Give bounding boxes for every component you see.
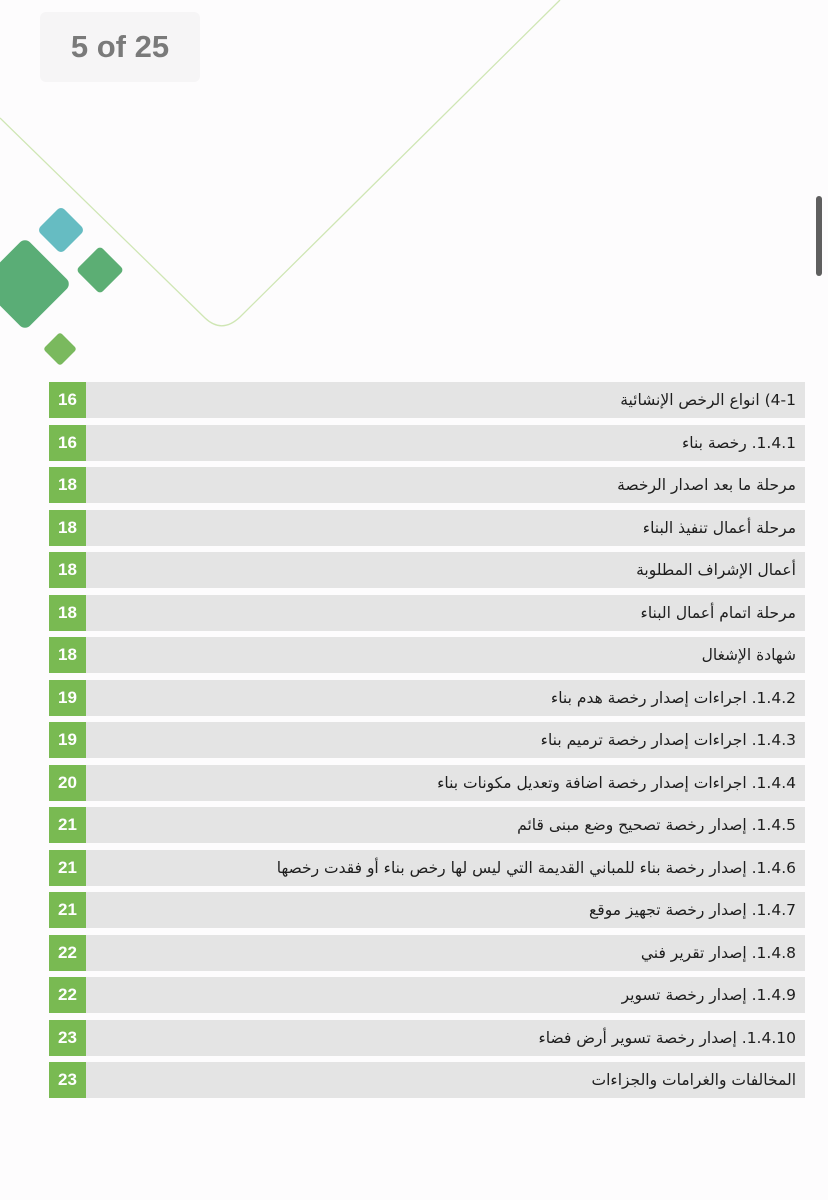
toc-entry[interactable] (49, 935, 805, 971)
toc-page-number: 18 (49, 637, 86, 673)
toc-entry[interactable] (49, 892, 805, 928)
toc-entry-title: 1.4.2. اجراءات إصدار رخصة هدم بناء (550, 688, 796, 707)
toc-entry[interactable] (49, 765, 805, 801)
toc-entry[interactable] (49, 552, 805, 588)
toc-page-number: 23 (49, 1062, 86, 1098)
toc-entry[interactable] (49, 850, 805, 886)
toc-entry-title: 4-1) انواع الرخص الإنشائية (620, 391, 796, 409)
toc-entry[interactable] (49, 977, 805, 1013)
toc-entry[interactable] (49, 1020, 805, 1056)
toc-page-number: 19 (49, 680, 86, 716)
toc-entry[interactable] (49, 637, 805, 673)
toc-entry-title: 1.4.9. إصدار رخصة تسوير (621, 986, 796, 1004)
toc-page-number: 16 (49, 425, 86, 461)
diamond-green-medium (76, 246, 124, 294)
toc-entry-title: أعمال الإشراف المطلوبة (636, 561, 796, 579)
toc-entry-title: شهادة الإشغال (701, 646, 796, 664)
toc-page-number: 20 (49, 765, 86, 801)
toc-entry[interactable] (49, 680, 805, 716)
page-indicator-text: 5 of 25 (70, 29, 170, 64)
toc-entry[interactable] (49, 510, 805, 546)
toc-entry-title: 1.4.8. إصدار تقرير فني (640, 943, 796, 962)
toc-entry-title: المخالفات والغرامات والجزاءات (591, 1071, 796, 1089)
toc-page-number: 22 (49, 977, 86, 1013)
toc-entry[interactable] (49, 382, 805, 418)
toc-page-number: 18 (49, 595, 86, 631)
toc-entry-title: 1.4.3. اجراءات إصدار رخصة ترميم بناء (540, 731, 796, 749)
toc-entry-title: 1.4.4. اجراءات إصدار رخصة اضافة وتعديل مكونات بناء (437, 773, 796, 792)
page-indicator (40, 12, 200, 82)
table-of-contents (49, 382, 805, 1105)
toc-entry-title: 1.4.1. رخصة بناء (681, 433, 796, 452)
toc-entry-title: 1.4.6. إصدار رخصة بناء للمباني القديمة التي ليس لها رخص بناء أو فقدت رخصها (276, 858, 796, 877)
toc-page-number: 23 (49, 1020, 86, 1056)
toc-page-number: 16 (49, 382, 86, 418)
scrollbar-thumb[interactable] (816, 196, 822, 276)
toc-page-number: 18 (49, 467, 86, 503)
toc-page-number: 21 (49, 850, 86, 886)
toc-page-number: 22 (49, 935, 86, 971)
toc-entry-title: 1.4.10. إصدار رخصة تسوير أرض فضاء (538, 1028, 796, 1047)
toc-entry[interactable] (49, 467, 805, 503)
toc-entry-title: مرحلة اتمام أعمال البناء (640, 603, 796, 622)
diamond-green-small (43, 332, 77, 366)
toc-entry[interactable] (49, 425, 805, 461)
toc-page-number: 21 (49, 807, 86, 843)
diamond-teal (37, 206, 85, 254)
toc-page-number: 18 (49, 510, 86, 546)
toc-page-number: 19 (49, 722, 86, 758)
toc-entry-title: مرحلة ما بعد اصدار الرخصة (617, 476, 796, 494)
toc-page-number: 21 (49, 892, 86, 928)
toc-entry-title: مرحلة أعمال تنفيذ البناء (642, 518, 796, 537)
toc-entry[interactable] (49, 595, 805, 631)
toc-entry[interactable] (49, 807, 805, 843)
toc-entry-title: 1.4.7. إصدار رخصة تجهيز موقع (589, 901, 796, 919)
toc-entry[interactable] (49, 1062, 805, 1098)
toc-page-number: 18 (49, 552, 86, 588)
toc-entry-title: 1.4.5. إصدار رخصة تصحيح وضع مبنى قائم (517, 816, 796, 834)
toc-entry[interactable] (49, 722, 805, 758)
